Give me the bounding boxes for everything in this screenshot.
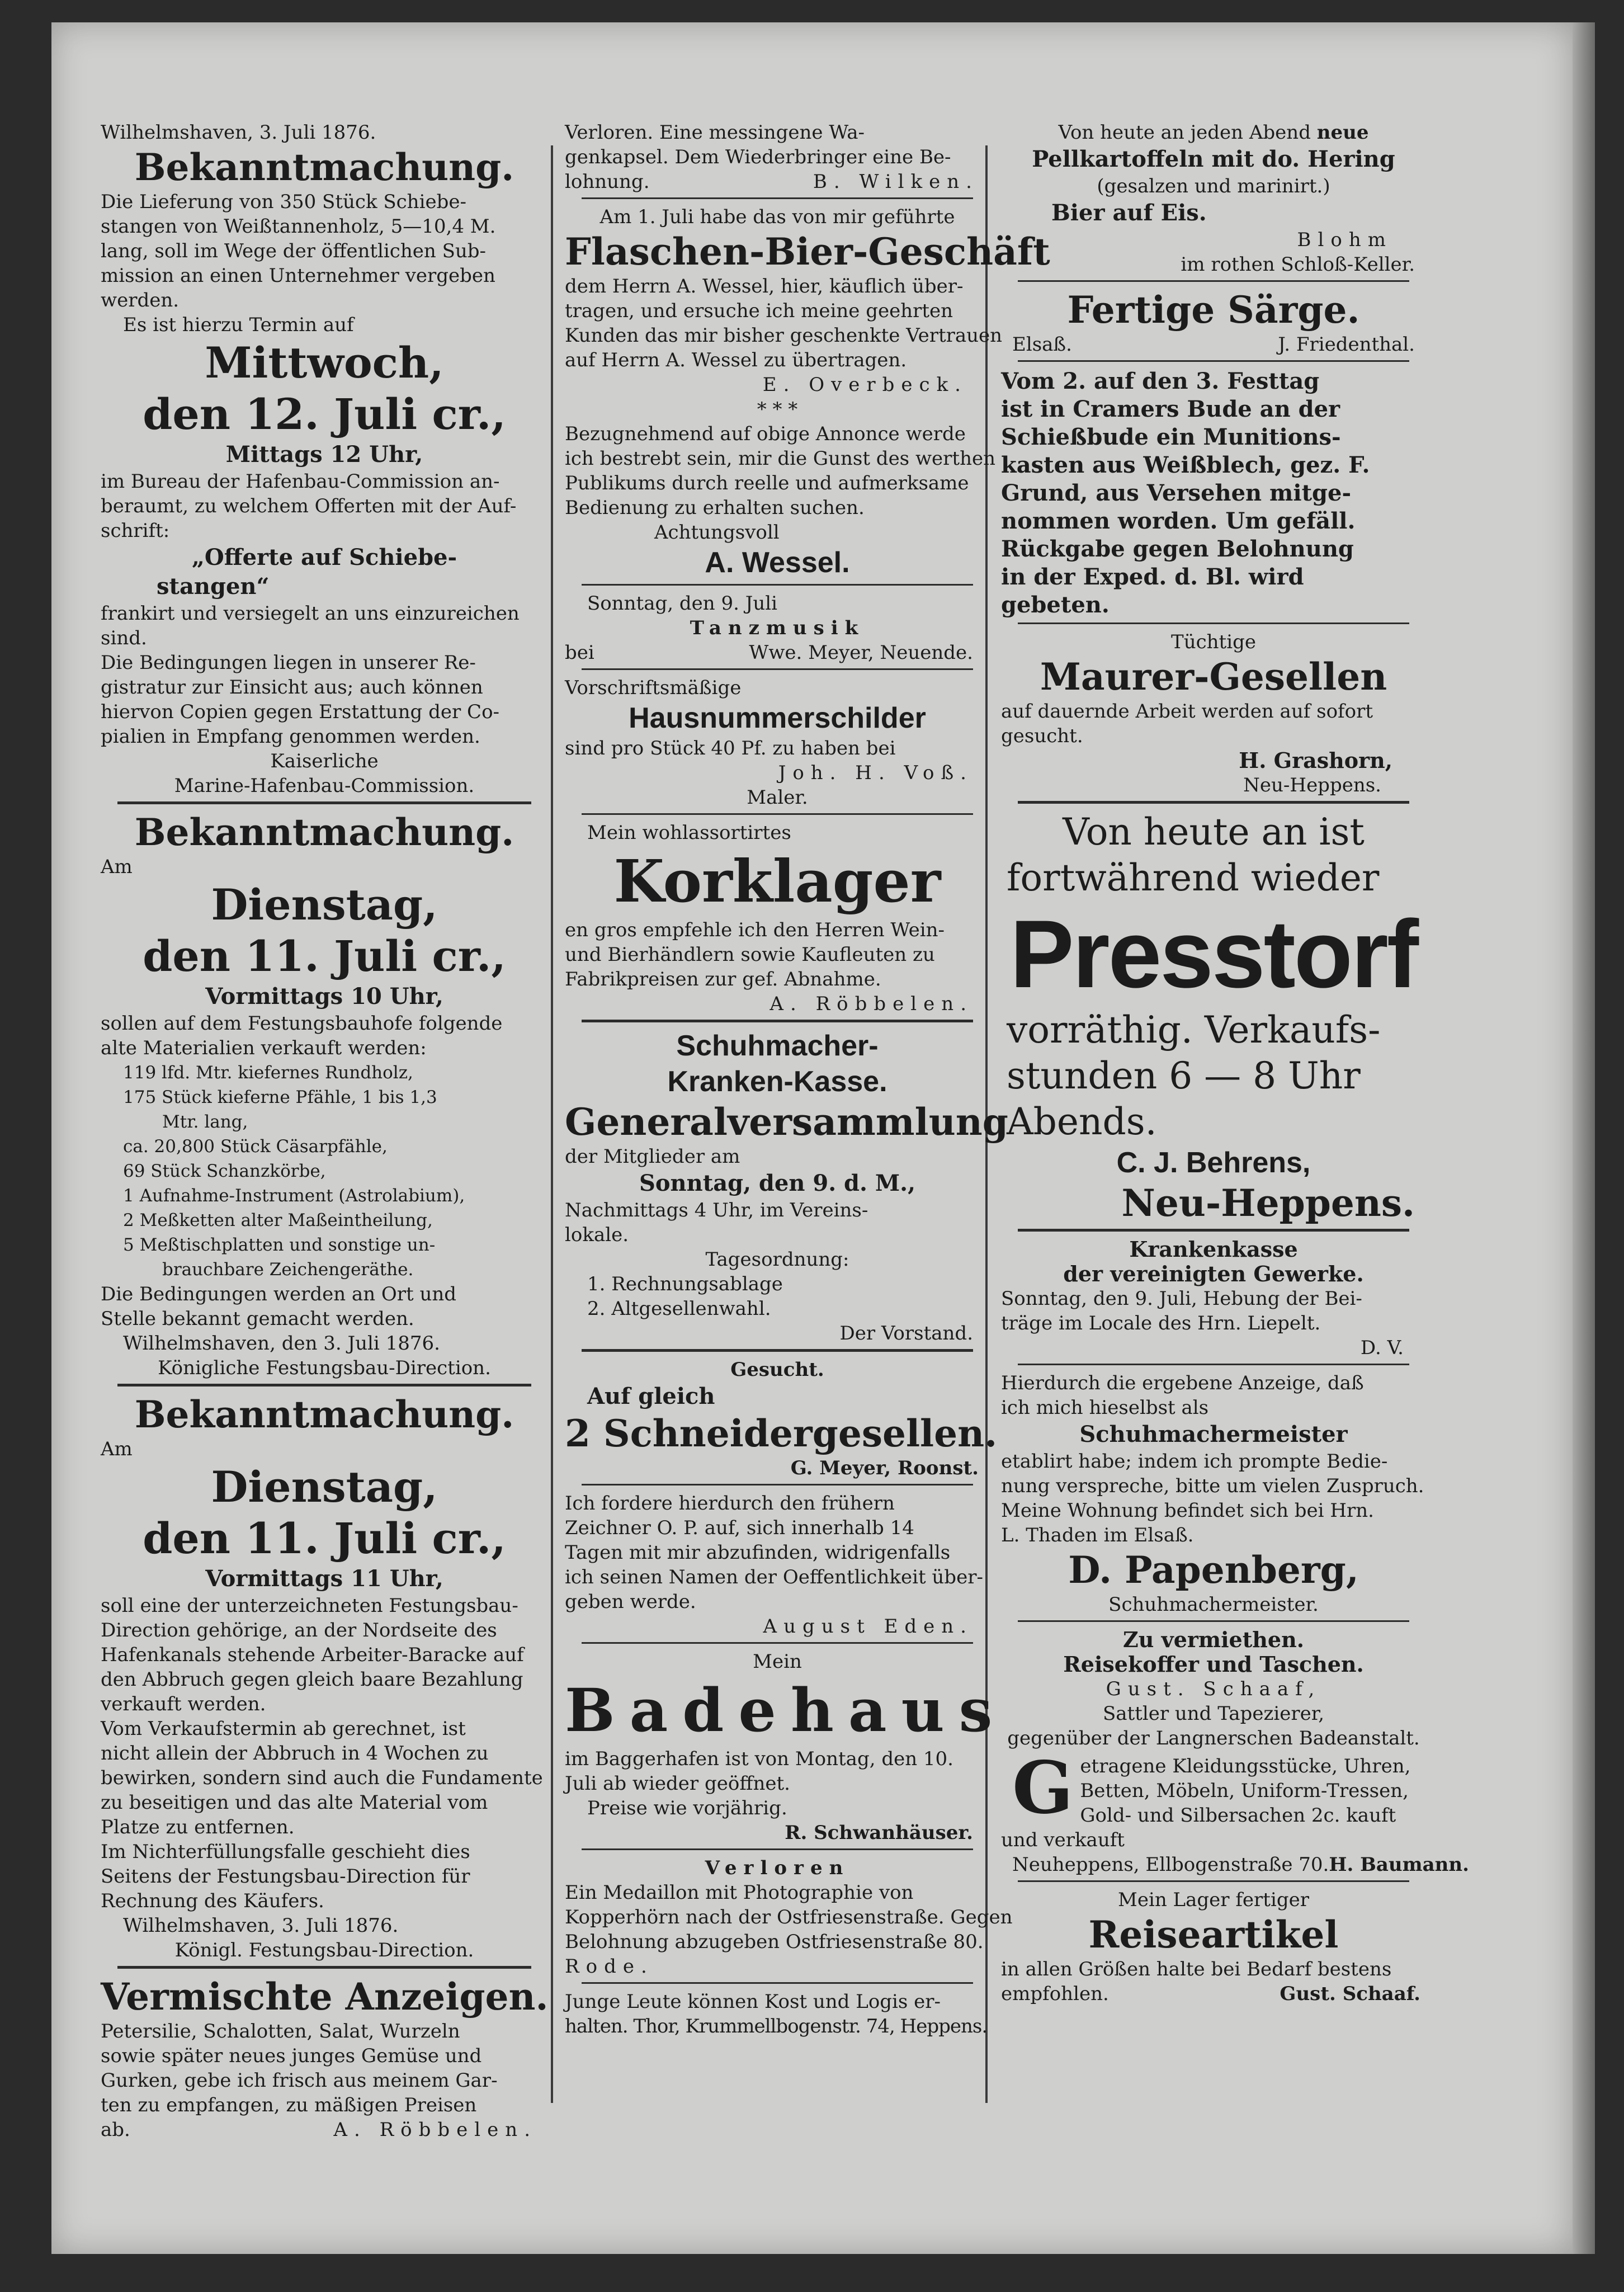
text-line: Vorschriftsmäßige: [565, 677, 742, 699]
divider: [117, 801, 531, 804]
divider: [582, 584, 973, 586]
list-item: 119 lfd. Mtr. kiefernes Rundholz,: [123, 1063, 413, 1083]
text-fragment: bei: [565, 642, 594, 664]
text-line: gebeten.: [1001, 592, 1110, 618]
text-line: hiervon Copien gegen Erstattung der Co-: [101, 701, 500, 723]
notice-munitionskasten: [1001, 367, 1426, 619]
notice-vermiethen: [1001, 1628, 1426, 1751]
text-line: en gros empfehle ich den Herren Wein-: [565, 919, 945, 941]
notice-verloren-1: [565, 120, 990, 194]
signature: Marine-Hafenbau-Commission.: [174, 775, 475, 797]
divider: [582, 813, 973, 815]
divider: [1018, 1364, 1409, 1365]
drop-cap: G: [1012, 1746, 1074, 1830]
text-line: alte Materialien verkauft werden:: [101, 1037, 427, 1059]
host-name: Wwe. Meyer, Neuende.: [749, 642, 973, 664]
notice-heading: Verloren: [705, 1857, 850, 1879]
text-line: Direction gehörige, an der Nordseite des: [101, 1619, 497, 1642]
signature-name: A. Wessel.: [705, 546, 850, 579]
text-line: Mein Lager fertiger: [1118, 1889, 1309, 1911]
text-line: fortwährend wieder: [1007, 856, 1380, 899]
text-line: auf dauernde Arbeit werden auf sofort: [1001, 700, 1373, 723]
divider: [1018, 1229, 1409, 1232]
text-line: Ein Medaillon mit Photographie von: [565, 1881, 914, 1904]
notice-pellkartoffeln: [1001, 120, 1426, 277]
notice-heading: Reiseartikel: [1088, 1913, 1339, 1956]
weekday: Mittwoch,: [205, 338, 444, 388]
weekday: Dienstag,: [211, 1462, 438, 1512]
text-line: dem Herrn A. Wessel, hier, käuflich über-: [565, 275, 964, 298]
text-line: Auf gleich: [587, 1383, 715, 1409]
signature: Königl. Festungsbau-Direction.: [174, 1939, 474, 1961]
text-line: lang, soll im Wege der öffentlichen Sub-: [101, 240, 487, 262]
signature: Blohm: [1297, 229, 1392, 251]
text-line: Preise wie vorjährig.: [587, 1797, 787, 1819]
text-line: Hierdurch die ergebene Anzeige, daß: [1001, 1372, 1364, 1394]
text-line: Tüchtige: [1171, 631, 1256, 653]
text-line: in der Exped. d. Bl. wird: [1001, 564, 1304, 590]
text-line: kasten aus Weißblech, gez. F.: [1001, 452, 1370, 478]
text-line: ich mich hieselbst als: [1001, 1397, 1209, 1419]
signature: Kaiserliche: [270, 750, 379, 772]
text-line: Es ist hierzu Termin auf: [123, 314, 354, 336]
text-line: Mein: [753, 1650, 802, 1673]
text-line: geben werde.: [565, 1591, 696, 1613]
signature: J. Friedenthal.: [1278, 333, 1415, 356]
notice-badehaus: [565, 1649, 1007, 1845]
divider: [582, 1020, 973, 1022]
list-item: 5 Meßtischplatten und sonstige un-: [123, 1235, 436, 1255]
signature: D. V.: [1360, 1337, 1404, 1359]
signature: A. Röbbelen.: [333, 2119, 537, 2141]
text-fragment: empfohlen.: [1001, 1983, 1109, 2005]
text-line: schrift:: [101, 520, 170, 542]
dateline: Wilhelmshaven, den 3. Juli 1876.: [123, 1332, 440, 1355]
notice-heading: Bekanntmachung.: [134, 810, 514, 854]
notice-heading: Badehaus: [565, 1675, 1007, 1745]
text-line: Am: [101, 1438, 133, 1460]
notice-heading: Kranken-Kasse.: [667, 1065, 887, 1098]
text-line: Neu-Heppens.: [1243, 774, 1381, 796]
text-line: im Bureau der Hafenbau-Commission an-: [101, 470, 500, 493]
text-line: Junge Leute können Kost und Logis er-: [565, 1991, 941, 2013]
notice-festungsbau-2: [101, 1392, 548, 1963]
notice-heading: 2 Schneidergesellen.: [565, 1412, 998, 1455]
column-rule: [551, 145, 553, 2103]
list-item: 1 Aufnahme-Instrument (Astrolabium),: [123, 1186, 465, 1206]
event-title: Tanzmusik: [690, 617, 865, 639]
divider: [582, 1848, 973, 1850]
divider: [1018, 360, 1409, 362]
text-line: der Mitglieder am: [565, 1145, 740, 1168]
text-line: etragene Kleidungsstücke, Uhren,: [1080, 1755, 1411, 1777]
text-line: stangen von Weißtannenholz, 5—10,4 M.: [101, 215, 496, 238]
notice-festungsbau-1: [101, 810, 548, 1380]
text-line: Meine Wohnung befindet sich bei Hrn.: [1001, 1499, 1374, 1522]
text-line: frankirt und versiegelt an uns einzureichen: [101, 602, 520, 625]
text-line: sollen auf dem Festungsbauhofe folgende: [101, 1012, 503, 1035]
notice-label: Gesucht.: [730, 1359, 824, 1381]
notice-heading: Schuhmacher-: [676, 1030, 879, 1062]
signature-name: D. Papenberg,: [1068, 1548, 1359, 1592]
text-line: Seitens der Festungsbau-Direction für: [101, 1865, 470, 1888]
text-line: [101, 2117, 548, 2142]
text-line: [1001, 332, 1426, 357]
text-line: träge im Locale des Hrn. Liepelt.: [1001, 1312, 1321, 1334]
signature: Königliche Festungsbau-Direction.: [158, 1357, 491, 1379]
text-line: genkapsel. Dem Wiederbringer eine Be-: [565, 146, 951, 168]
list-item: ca. 20,800 Stück Cäsarpfähle,: [123, 1136, 388, 1157]
notice-heading: Krankenkasse: [1129, 1237, 1298, 1262]
signature: A. Röbbelen.: [769, 993, 973, 1015]
dateline: Wilhelmshaven, 3. Juli 1876.: [101, 121, 376, 144]
notice-schuhmachermeister: [1001, 1371, 1426, 1617]
notice-reiseartikel: [1001, 1888, 1426, 2006]
notice-heading: Pellkartoffeln mit do. Hering: [1032, 146, 1395, 172]
text-line: Am 1. Juli habe das von mir geführte: [599, 206, 955, 228]
text-line: Rode.: [565, 1955, 654, 1978]
text-line: tragen, und ersuche ich meine geehrten: [565, 300, 953, 322]
weekday: Dienstag,: [211, 880, 438, 930]
text-fragment: lohnung.: [565, 171, 650, 193]
text-line: werden.: [101, 289, 180, 312]
trade: Schuhmachermeister.: [1108, 1593, 1319, 1616]
text-line: Petersilie, Schalotten, Salat, Wurzeln: [101, 2020, 460, 2043]
notice-aufforderung: [565, 1491, 990, 1639]
agenda-title: Tagesordnung:: [705, 1248, 849, 1271]
signature: Gust. Schaaf.: [1280, 1983, 1420, 2005]
text-line: Die Lieferung von 350 Stück Schiebe-: [101, 191, 466, 213]
text-fragment: Von heute an jeden Abend: [1058, 121, 1311, 144]
text-line: Juli ab wieder geöffnet.: [565, 1772, 790, 1795]
divider: [582, 668, 973, 670]
notice-heading: Fertige Särge.: [1067, 288, 1360, 332]
text-fragment: Elsaß.: [1012, 333, 1072, 356]
text-line: den Abbruch gegen gleich baare Bezahlung: [101, 1668, 523, 1691]
text-line: [1001, 120, 1426, 145]
text-line: vorräthig. Verkaufs-: [1007, 1008, 1381, 1051]
divider: [582, 1982, 973, 1984]
list-item: Mtr. lang,: [162, 1112, 248, 1132]
signature: Gust. Schaaf,: [1106, 1678, 1321, 1700]
text-line: Vom Verkaufstermin ab gerechnet, ist: [101, 1718, 466, 1740]
notice-heading: Bier auf Eis.: [1051, 200, 1207, 226]
signature: Der Vorstand.: [839, 1322, 973, 1345]
signature: E. Overbeck.: [762, 374, 967, 396]
offer-title: stangen“: [157, 573, 270, 600]
notice-verloren-2: [565, 1856, 1013, 1979]
text-line: Fabrikpreisen zur gef. Abnahme.: [565, 968, 881, 991]
signature: R. Schwanhäuser.: [785, 1822, 973, 1844]
text-line: Sonntag, den 9. Juli: [587, 592, 777, 615]
text-line: [565, 169, 990, 194]
text-line: lokale.: [565, 1224, 629, 1246]
notice-heading: Maurer-Gesellen: [1040, 655, 1387, 699]
divider: [582, 1642, 973, 1644]
signature-name: C. J. Behrens,: [1116, 1147, 1311, 1179]
text-line: ist in Cramers Bude an der: [1001, 396, 1340, 422]
text-line: Nachmittags 4 Uhr, im Vereins-: [565, 1199, 868, 1222]
text-fragment: neue: [1316, 121, 1369, 144]
text-line: stunden 6 — 8 Uhr: [1007, 1054, 1361, 1097]
signature: B. Wilken.: [813, 171, 979, 193]
dateline: Wilhelmshaven, 3. Juli 1876.: [123, 1914, 399, 1937]
divider: [1018, 801, 1409, 804]
text-line: gistratur zur Einsicht aus; auch können: [101, 676, 483, 699]
notice-presstorf: [1001, 809, 1426, 1225]
notice-heading: Schuhmachermeister: [1079, 1421, 1348, 1447]
text-line: ich seinen Namen der Oeffentlichkeit über-: [565, 1566, 983, 1588]
date: den 12. Juli cr.,: [143, 389, 506, 439]
divider: [117, 1384, 531, 1386]
list-item: brauchbare Zeichengeräthe.: [162, 1260, 414, 1280]
divider: [582, 1349, 973, 1352]
column-right: [1001, 120, 1469, 2111]
text-line: Bedienung zu erhalten suchen.: [565, 497, 865, 519]
list-item: 2 Meßketten alter Maßeintheilung,: [123, 1210, 433, 1230]
signature: August Eden.: [763, 1615, 973, 1638]
agenda-item: 1. Rechnungsablage: [587, 1273, 783, 1295]
text-line: Im Nichterfüllungsfalle geschieht dies: [101, 1841, 470, 1863]
divider: [582, 197, 973, 199]
text-line: verkauft werden.: [101, 1693, 266, 1715]
signature: G. Meyer, Roonst.: [790, 1457, 979, 1479]
notice-hafenbau: [101, 120, 548, 798]
text-line: Gold- und Silbersachen 2c. kauft: [1080, 1804, 1396, 1827]
list-item: 69 Stück Schanzkörbe,: [123, 1161, 326, 1181]
separator-stars: * * *: [757, 398, 798, 421]
text-line: etablirt habe; indem ich prompte Bedie-: [1001, 1450, 1388, 1473]
text-line: Betten, Möbeln, Uniform-Tressen,: [1080, 1780, 1409, 1802]
agenda-item: 2. Altgesellenwahl.: [587, 1298, 771, 1320]
notice-korklager: [565, 820, 990, 1016]
notice-heading: Korklager: [613, 847, 941, 916]
divider: [1018, 622, 1409, 624]
text-line: Sonntag, den 9. Juli, Hebung der Bei-: [1001, 1288, 1362, 1310]
text-line: Publikums durch reelle und aufmerksame: [565, 472, 969, 494]
notice-heading: Zu vermiethen.: [1123, 1627, 1304, 1652]
text-line: Belohnung abzugeben Ostfriesenstraße 80.: [565, 1931, 984, 1953]
text-line: Kunden das mir bisher geschenkte Vertrauen: [565, 324, 1003, 347]
text-line: Die Bedingungen liegen in unserer Re-: [101, 652, 476, 674]
notice-maurer: [1001, 630, 1426, 798]
notice-saerge: [1001, 287, 1426, 357]
text-line: Die Bedingungen werden an Ort und: [101, 1283, 457, 1305]
page-edge: [1573, 22, 1595, 2254]
notice-tanzmusik: [565, 591, 990, 665]
notice-heading: Presstorf: [1009, 900, 1418, 1008]
text-line: bewirken, sondern sind auch die Fundamente: [101, 1767, 543, 1789]
text-line: gegenüber der Langnerschen Badeanstalt.: [1007, 1727, 1420, 1749]
text-line: halten. Thor, Krummellbogenstr. 74, Heppens.: [565, 2015, 988, 2038]
text-line: in allen Größen halte bei Bedarf bestens: [1001, 1958, 1392, 1980]
signature: H. Baumann.: [1329, 1854, 1469, 1876]
date: den 11. Juli cr.,: [143, 1513, 506, 1563]
text-line: Tagen mit mir abzufinden, widrigenfalls: [565, 1541, 951, 1564]
notice-heading: Bekanntmachung.: [134, 1393, 514, 1436]
text-line: Ich fordere hierdurch den frühern: [565, 1492, 895, 1515]
text-line: soll eine der unterzeichneten Festungsbau-: [101, 1595, 518, 1617]
text-line: sind pro Stück 40 Pf. zu haben bei: [565, 737, 896, 760]
text-line: auf Herrn A. Wessel zu übertragen.: [565, 349, 907, 371]
event-date: Sonntag, den 9. d. M.,: [639, 1170, 915, 1196]
text-line: nung verspreche, bitte um vielen Zuspruch.: [1001, 1475, 1424, 1497]
text-line: und verkauft: [1001, 1829, 1125, 1851]
notice-hausnummer: [565, 676, 990, 810]
text-line: [565, 640, 990, 665]
text-line: (gesalzen und marinirt.): [1097, 175, 1330, 197]
text-line: zu beseitigen und das alte Material vom: [101, 1791, 488, 1814]
text-line: Grund, aus Versehen mitge-: [1001, 480, 1352, 506]
trade: Maler.: [747, 786, 808, 809]
notice-heading: Generalversammlung: [565, 1100, 1008, 1144]
text-line: Mein wohlassortirtes: [587, 822, 791, 844]
divider: [117, 1966, 531, 1969]
text-line: Schießbude ein Munitions-: [1001, 424, 1341, 450]
notice-kost-logis: [565, 1989, 990, 2039]
text-line: ich bestrebt sein, mir die Gunst des werthen: [565, 447, 995, 470]
text-line: Am: [101, 856, 133, 878]
notice-heading: Bekanntmachung.: [134, 145, 514, 189]
notice-gesucht: [565, 1357, 998, 1480]
text-line: gesucht.: [1001, 725, 1083, 747]
offer-title: „Offerte auf Schiebe-: [191, 544, 457, 570]
trade: Sattler und Tapezierer,: [1102, 1703, 1325, 1725]
text-line: Stelle bekannt gemacht werden.: [101, 1308, 414, 1330]
text-line: im Baggerhafen ist von Montag, den 10.: [565, 1748, 953, 1770]
divider: [582, 1484, 973, 1485]
divider: [1018, 1880, 1409, 1882]
text-line: Zeichner O. P. auf, sich innerhalb 14: [565, 1517, 914, 1539]
text-line: pialien in Empfang genommen werden.: [101, 725, 480, 748]
signature-name: H. Grashorn,: [1239, 748, 1392, 773]
notice-heading: der vereinigten Gewerke.: [1063, 1261, 1364, 1286]
text-line: [1001, 1982, 1426, 2006]
time: Vormittags 10 Uhr,: [205, 983, 443, 1010]
time: Vormittags 11 Uhr,: [205, 1565, 443, 1592]
text-line: Verloren. Eine messingene Wa-: [565, 121, 865, 144]
text-line: Bezugnehmend auf obige Annonce werde: [565, 423, 966, 445]
notice-heading: Hausnummerschilder: [629, 702, 926, 734]
text-line: und Bierhändlern sowie Kaufleuten zu: [565, 944, 935, 966]
text-line: mission an einen Unternehmer vergeben: [101, 265, 495, 287]
text-line: [1001, 1852, 1469, 1877]
text-line: sind.: [101, 627, 147, 649]
text-line: Rückgabe gegen Belohnung: [1001, 536, 1354, 562]
text-line: Platze zu entfernen.: [101, 1816, 295, 1838]
text-line: im rothen Schloß-Keller.: [1181, 253, 1415, 276]
divider: [1018, 1620, 1409, 1622]
time: Mittags 12 Uhr,: [225, 441, 423, 468]
notice-heading: Flaschen-Bier-Geschäft: [565, 230, 1050, 273]
text-line: Hafenkanals stehende Arbeiter-Baracke auf: [101, 1644, 524, 1666]
signature: Joh. H. Voß.: [778, 762, 973, 784]
notice-kleidung: [1001, 1746, 1469, 1877]
text-line: Abends.: [1007, 1100, 1157, 1143]
text-line: Achtungsvoll: [654, 521, 780, 544]
text-line: Kopperhörn nach der Ostfriesenstraße. Gegen: [565, 1906, 1013, 1928]
text-line: nicht allein der Abbruch in 4 Wochen zu: [101, 1742, 489, 1765]
text-line: Vom 2. auf den 3. Festtag: [1001, 368, 1320, 394]
notice-krankenkasse-gewerke: [1001, 1237, 1426, 1360]
list-item: 175 Stück kieferne Pfähle, 1 bis 1,3: [123, 1087, 437, 1107]
column-left: [101, 120, 549, 2141]
text-line: ten zu empfangen, zu mäßigen Preisen: [101, 2094, 477, 2116]
text-fragment: Neuheppens, Ellbogenstraße 70.: [1012, 1854, 1329, 1876]
date: den 11. Juli cr.,: [143, 931, 506, 981]
text-line: L. Thaden im Elsaß.: [1001, 1524, 1194, 1546]
divider: [1018, 280, 1409, 282]
text-line: Gurken, gebe ich frisch aus meinem Gar-: [101, 2069, 498, 2092]
section-heading: Vermischte Anzeigen.: [101, 1975, 549, 2019]
text-line: Neu-Heppens.: [1121, 1181, 1415, 1225]
text-line: Rechnung des Käufers.: [101, 1890, 324, 1912]
text-fragment: ab.: [101, 2119, 130, 2141]
notice-heading: Reisekoffer und Taschen.: [1063, 1652, 1364, 1677]
notice-vermischte: [101, 1974, 548, 2142]
text-line: sowie später neues junges Gemüse und: [101, 2045, 482, 2067]
text-line: Von heute an ist: [1063, 810, 1365, 853]
text-line: nommen worden. Um gefäll.: [1001, 508, 1356, 534]
notice-krankenkasse: [565, 1028, 1008, 1346]
text-line: beraumt, zu welchem Offerten mit der Auf-: [101, 495, 517, 517]
